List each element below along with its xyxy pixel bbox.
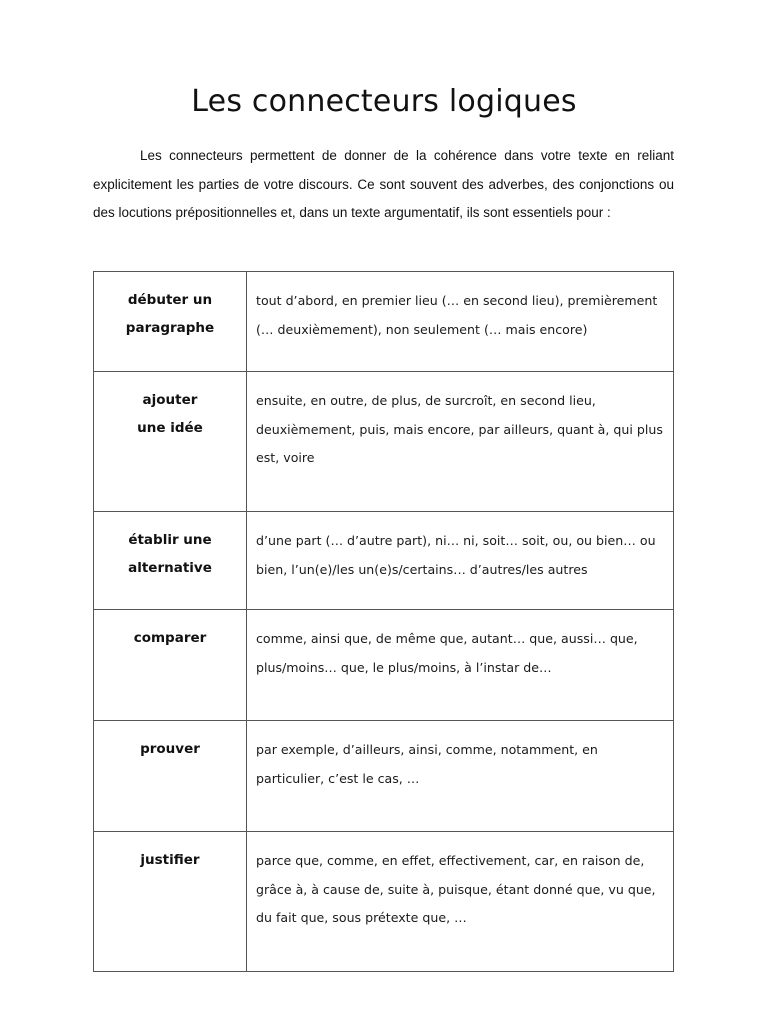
category-label: justifier: [140, 852, 200, 868]
category-label: comparer: [133, 630, 207, 646]
connectors-cell: parce que, comme, en effet, effectivement, car, en raison de, grâce à, à cause de, suite à, puisque, étant donné que, vu que, du fait que, sous prétexte que, …: [247, 832, 674, 972]
category-cell: [94, 610, 247, 721]
category-label: paragraphe: [125, 319, 215, 336]
category-label: une idée: [137, 419, 203, 436]
connectors-cell: ensuite, en outre, de plus, de surcroît, en second lieu, deuxièmement, puis, mais encore, par ailleurs, quant à, qui plus est, voire: [247, 372, 674, 512]
page-title: Les connecteurs logiques: [191, 84, 577, 119]
category-cell: [94, 721, 247, 832]
category-cell: [94, 372, 247, 512]
category-label: ajouter: [142, 392, 198, 408]
category-cell: [94, 272, 247, 372]
connectors-cell: comme, ainsi que, de même que, autant… que, aussi… que, plus/moins… que, le plus/moins, à l’instar de…: [247, 610, 674, 721]
category-label: débuter un: [127, 292, 213, 308]
connectors-cell: par exemple, d’ailleurs, ainsi, comme, notamment, en particulier, c’est le cas, …: [247, 721, 674, 832]
connectors-cell: d’une part (… d’autre part), ni… ni, soit… soit, ou, ou bien… ou bien, l’un(e)/les un(e)s/certains… d’autres/les autres: [247, 512, 674, 610]
category-cell: [94, 512, 247, 610]
category-label: alternative: [128, 559, 212, 576]
table-row: [94, 721, 674, 832]
table-row: [94, 372, 674, 512]
category-cell: [94, 832, 247, 972]
table-row: [94, 272, 674, 372]
connectors-table: [93, 271, 674, 972]
intro-paragraph: Les connecteurs permettent de donner de la cohérence dans votre texte en reliant explicitement les parties de votre discours. Ce sont souvent des adverbes, des conjonctions ou des locutions prépositionnelles et, dans un texte argumentatif, ils sont essentiels pour :: [93, 148, 674, 220]
connectors-cell: tout d’abord, en premier lieu (… en second lieu), premièrement (… deuxièmement), non seulement (… mais encore): [247, 272, 674, 372]
table-row: [94, 512, 674, 610]
category-label: prouver: [140, 741, 200, 757]
category-label: établir une: [128, 532, 212, 548]
table-row: [94, 610, 674, 721]
table-row: [94, 832, 674, 972]
